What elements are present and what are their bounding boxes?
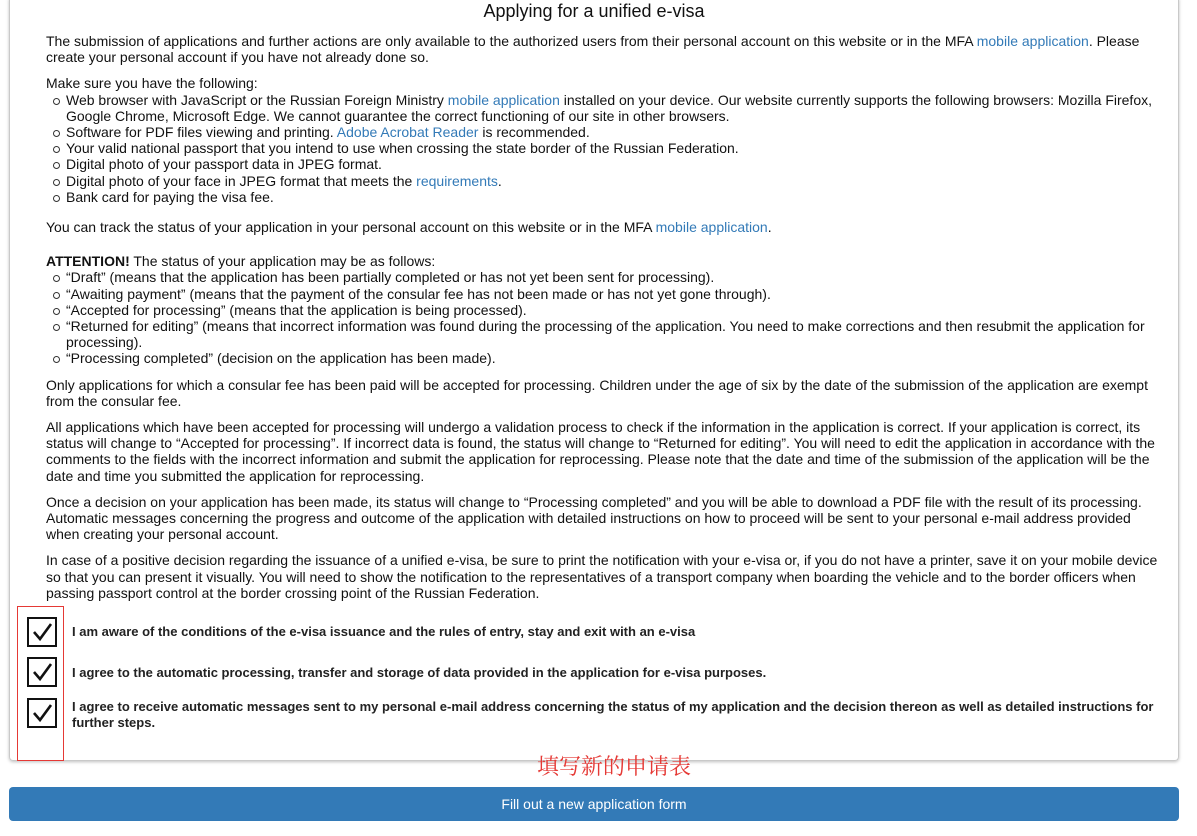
list-item: “Processing completed” (decision on the application has been made).: [46, 350, 1166, 366]
list-item: Web browser with JavaScript or the Russian Foreign Ministry mobile application installed on your device. Our website currently supports the following browsers: Mozilla Firefox, Google Chrome, Microsoft Edge. We cannot guarantee the correct functioning of our site in other browsers.: [46, 92, 1166, 124]
info-content: [46, 33, 1166, 601]
mobile-application-link[interactable]: mobile application: [655, 219, 768, 236]
consent-label-conditions: I am aware of the conditions of the e-visa issuance and the rules of entry, stay and exit with an e-visa: [72, 624, 696, 639]
consent-label-messages: I agree to receive automatic messages sent to my personal e-mail address concerning the status of my application and the decision thereon as well as detailed instructions for further steps.: [72, 699, 1154, 730]
list-item: “Returned for editing” (means that incorrect information was found during the processing of the application. You need to make corrections and then resubmit the application for processing).: [46, 318, 1166, 350]
annotation-note: 填写新的申请表: [537, 755, 692, 780]
print-notice-paragraph: In case of a positive decision regarding the issuance of a unified e-visa, be sure to print the notification with your e-visa or, if you do not have a printer, save it on your mobile device so that you can present it visually. You will need to show the notification to the representatives of a transport company when boarding the vehicle and to the border officers when passing passport control at the border crossing point of the Russian Federation.: [46, 552, 1158, 601]
application-info-panel: [9, 0, 1179, 761]
list-item: “Awaiting payment” (means that the payment of the consular fee has not been made or has not yet gone through).: [46, 286, 1166, 302]
list-item: Software for PDF files viewing and printing. Adobe Acrobat Reader is recommended.: [46, 124, 1166, 140]
attention-label: ATTENTION!: [46, 253, 130, 270]
attention-text: The status of your application may be as follows:: [129, 253, 436, 270]
list-item: “Draft” (means that the application has been partially completed or has not yet been sent for processing).: [46, 269, 1166, 285]
intro-paragraph: [46, 33, 1166, 65]
photo-requirements-link[interactable]: requirements: [416, 172, 498, 189]
intro-text: The submission of applications and further actions are only available to the authorized users from their personal account on this website or in the MFA: [46, 33, 977, 49]
new-application-button[interactable]: Fill out a new application form: [9, 787, 1179, 821]
list-item: Digital photo of your face in JPEG format that meets the requirements.: [46, 173, 1166, 189]
annotation-highlight-box: [17, 606, 64, 761]
mobile-application-link[interactable]: mobile application: [976, 33, 1089, 49]
requirements-list: [46, 92, 1166, 205]
adobe-reader-link[interactable]: Adobe Acrobat Reader: [336, 124, 479, 141]
attention-heading: [46, 253, 1166, 269]
page-title: Applying for a unified e-visa: [483, 1, 705, 21]
fee-paragraph: Only applications for which a consular fee has been paid will be accepted for processing. Children under the age of six by the date of the submission of the application are exempt from the consular fee.: [46, 376, 1148, 409]
validation-paragraph: All applications which have been accepted for processing will undergo a validation process to check if the information in the application is correct. If your application is correct, its status will change to “Accepted for processing”. If incorrect data is found, the status will change to “Returned for editing”. You will need to edit the application in accordance with the comments to the fields with the incorrect information and submit the application for reprocessing. Please note that the date and time of the submission of the application will be the date and time you submitted the application for reprocessing.: [46, 419, 1155, 484]
mobile-application-link[interactable]: mobile application: [447, 91, 560, 108]
intro-text-end: . Please create your personal account if you have not already done so.: [46, 33, 1140, 66]
requirements-heading: Make sure you have the following:: [46, 75, 258, 92]
tracking-paragraph: You can track the status of your application in your personal account on this website or in the MFA mobile application.: [46, 219, 772, 236]
decision-paragraph: Once a decision on your application has been made, its status will change to “Processing completed” and you will be able to download a PDF file with the result of its processing. Automatic messages concerning the progress and outcome of the application with detailed instructions on how to proceed will be sent to your personal e-mail address provided when creating your personal account.: [46, 493, 1142, 543]
consent-label-data-processing: I agree to the automatic processing, transfer and storage of data provided in the application for e-visa purposes.: [72, 665, 767, 680]
list-item: “Accepted for processing” (means that the application is being processed).: [46, 302, 1166, 318]
list-item: Bank card for paying the visa fee.: [46, 189, 1166, 205]
list-item: Your valid national passport that you intend to use when crossing the state border of the Russian Federation.: [46, 140, 1166, 156]
list-item: Digital photo of your passport data in JPEG format.: [46, 156, 1166, 172]
status-list: [46, 269, 1166, 366]
